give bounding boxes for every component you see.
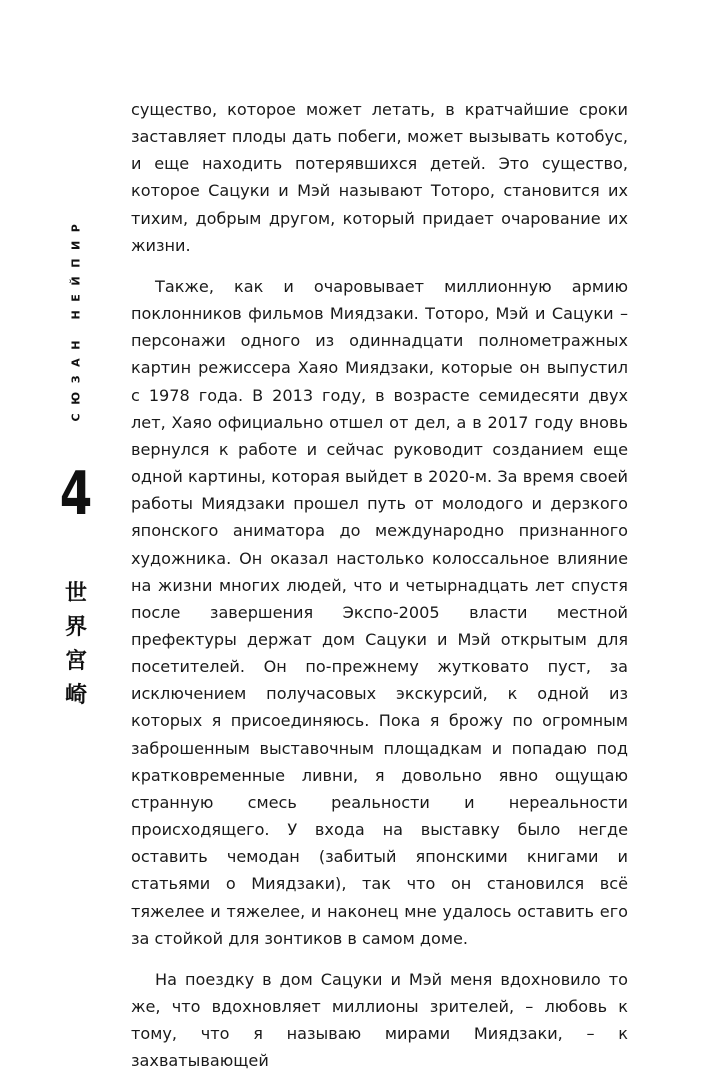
paragraph: Также, как и очаровывает миллионную армию поклонников фильмов Миядзаки. Тоторо, Мэй и Сацуки – персонажи одного из одиннадцати полнометражных картин режиссера Хаяо Миядзаки, которые он выпустил с 1978 года. В 2013 году, в возрасте семидесяти двух лет, Хаяо официально отшел от дел, а в 2017 году вновь вернулся к работе и сейчас руководит созданием еще одной картины, которая выйдет в 2020-м. За время своей работы Миядзаки прошел путь от молодого и дерзкого японского аниматора до международно признанного художника. Он оказал настолько колоссальное влияние на жизни многих людей, что и четырнадцать лет спустя после завершения Экспо-2005 власти местной префектуры держат дом Сацуки и Мэй открытым для посетителей. Он по-прежнему жутковато пуст, за исключением получасовых экскурсий, к одной из которых я присоединяюсь. Пока я брожу по огромным заброшенным выставочным площадкам и попадаю под кратковременные ливни, я довольно явно ощущаю странную смесь реальности и нереальности происходящего. У входа на выставку было негде оставить чемодан (забитый японскими книгами и статьями о Миядзаки), так что он становился всё тяжелее и тяжелее, и наконец мне удалось оставить его за стойкой для зонтиков в самом доме. [131,276,628,948]
page-number: 4 [59,459,93,529]
paragraph: На поездку в дом Сацуки и Мэй меня вдохновило то же, что вдохновляет миллионы зрителей, – любовь к тому, что я называю мирами Миядзаки, – к захватывающей [131,969,628,1071]
kanji-char: 崎 [64,683,87,708]
running-header-author [61,212,91,424]
kanji-char: 界 [64,615,87,640]
kanji-char: 世 [64,581,87,606]
body-text [131,96,628,1074]
kanji-title [58,577,94,713]
paragraph: существо, которое может летать, в кратчайшие сроки заставляет плоды дать побеги, может вызывать котобус, и еще находить потерявшихся детей. Это существо, которое Сацуки и Мэй называют Тоторо, становится их тихим, добрым другом, который придает очарование их жизни. [131,100,628,255]
kanji-char: 宮 [64,649,87,674]
author-name: СЮЗАН НЕЙПИР [69,215,83,421]
